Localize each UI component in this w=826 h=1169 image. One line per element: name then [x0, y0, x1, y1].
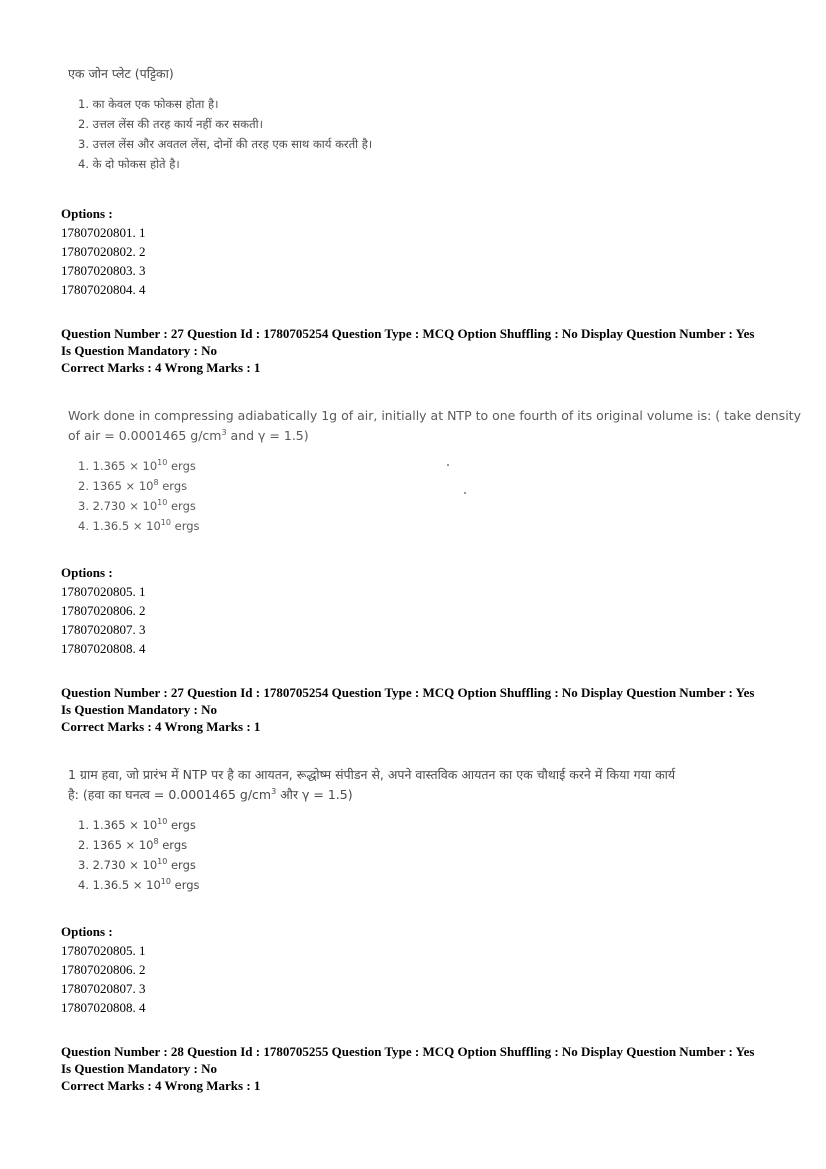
question-meta: Question Number : 27 Question Id : 1780705254 Question Type : MCQ Option Shuffling : No Display Question Number : Yes — [61, 326, 755, 341]
question-header — [61, 684, 754, 735]
question-header — [61, 1043, 754, 1094]
image-option: 1. $1.365 \times 10^{10}$ ergs — [78, 817, 196, 832]
option-id: 17807020808. 4 — [61, 641, 146, 656]
options-label: Options : — [61, 565, 113, 580]
image-option: 2. $1365 \times 10^8$ ergs — [78, 478, 188, 493]
image-option: 4. $1.36.5 \times 10^{10}$ ergs — [78, 518, 200, 533]
option-id: 17807020801. 1 — [61, 225, 146, 240]
image-option: 3. $2.730 \times 10^{10}$ ergs — [78, 498, 196, 513]
question-image-zone-plate — [68, 64, 372, 174]
question-header — [61, 325, 754, 376]
option-id: 17807020802. 2 — [61, 244, 146, 259]
image-option-list — [68, 94, 372, 174]
image-option: 1. $1.365 \times 10^{10}$ ergs — [78, 458, 196, 473]
option-id: 17807020807. 3 — [61, 622, 146, 637]
image-option: 3. उत्तल लेंस और अवतल लेंस, दोनों की तरह एक साथ कार्य करती है। — [78, 137, 373, 151]
options-block — [61, 922, 146, 1017]
mandatory-flag: Is Question Mandatory : No — [61, 702, 218, 717]
option-id: 17807020805. 1 — [61, 584, 146, 599]
image-option-list — [68, 815, 675, 895]
options-label: Options : — [61, 924, 113, 939]
options-block — [61, 204, 146, 299]
question-stem: 1 ग्राम हवा, जो प्रारंभ में NTP पर है का आयतन, रूद्धोष्म संपीडन से, अपने वास्तविक आयतन का एक चौथाई करने में किया गया कार्य है: (हवा का घनत्व = 0.0001465 $g/cm^3$ और γ = 1.5) — [68, 767, 676, 802]
option-id: 17807020804. 4 — [61, 282, 146, 297]
image-option: 3. $2.730 \times 10^{10}$ ergs — [78, 857, 196, 872]
option-id: 17807020808. 4 — [61, 1000, 146, 1015]
image-option: 4. के दो फोकस होते है। — [78, 157, 180, 171]
question-image-adiabatic-hi — [68, 765, 675, 895]
marks-info: Correct Marks : 4 Wrong Marks : 1 — [61, 1078, 261, 1093]
marks-info: Correct Marks : 4 Wrong Marks : 1 — [61, 360, 261, 375]
option-id: 17807020806. 2 — [61, 603, 146, 618]
question-stem: एक जोन प्लेट (पट्टिका) — [68, 66, 174, 81]
image-option: 2. $1365 \times 10^8$ ergs — [78, 837, 188, 852]
question-meta: Question Number : 27 Question Id : 1780705254 Question Type : MCQ Option Shuffling : No Display Question Number : Yes — [61, 685, 755, 700]
image-option: 2. उत्तल लेंस की तरह कार्य नहीं कर सकती। — [78, 117, 263, 131]
options-label: Options : — [61, 206, 113, 221]
mandatory-flag: Is Question Mandatory : No — [61, 343, 218, 358]
marks-info: Correct Marks : 4 Wrong Marks : 1 — [61, 719, 261, 734]
option-id: 17807020807. 3 — [61, 981, 146, 996]
options-block — [61, 563, 146, 658]
image-speck — [447, 464, 449, 466]
mandatory-flag: Is Question Mandatory : No — [61, 1061, 218, 1076]
image-option-list — [68, 456, 801, 536]
question-stem: Work done in compressing adiabatically 1g of air, initially at NTP to one fourth of its original volume is: ( take density of air = 0.0001465 $g/cm^3$ and γ = 1.5) — [68, 408, 801, 443]
option-id: 17807020805. 1 — [61, 943, 146, 958]
image-option: 1. का केवल एक फोकस होता है। — [78, 97, 219, 111]
question-image-adiabatic-en — [68, 406, 801, 536]
option-id: 17807020806. 2 — [61, 962, 146, 977]
question-meta: Question Number : 28 Question Id : 1780705255 Question Type : MCQ Option Shuffling : No Display Question Number : Yes — [61, 1044, 755, 1059]
option-id: 17807020803. 3 — [61, 263, 146, 278]
image-option: 4. $1.36.5 \times 10^{10}$ ergs — [78, 877, 200, 892]
image-speck — [464, 492, 466, 494]
